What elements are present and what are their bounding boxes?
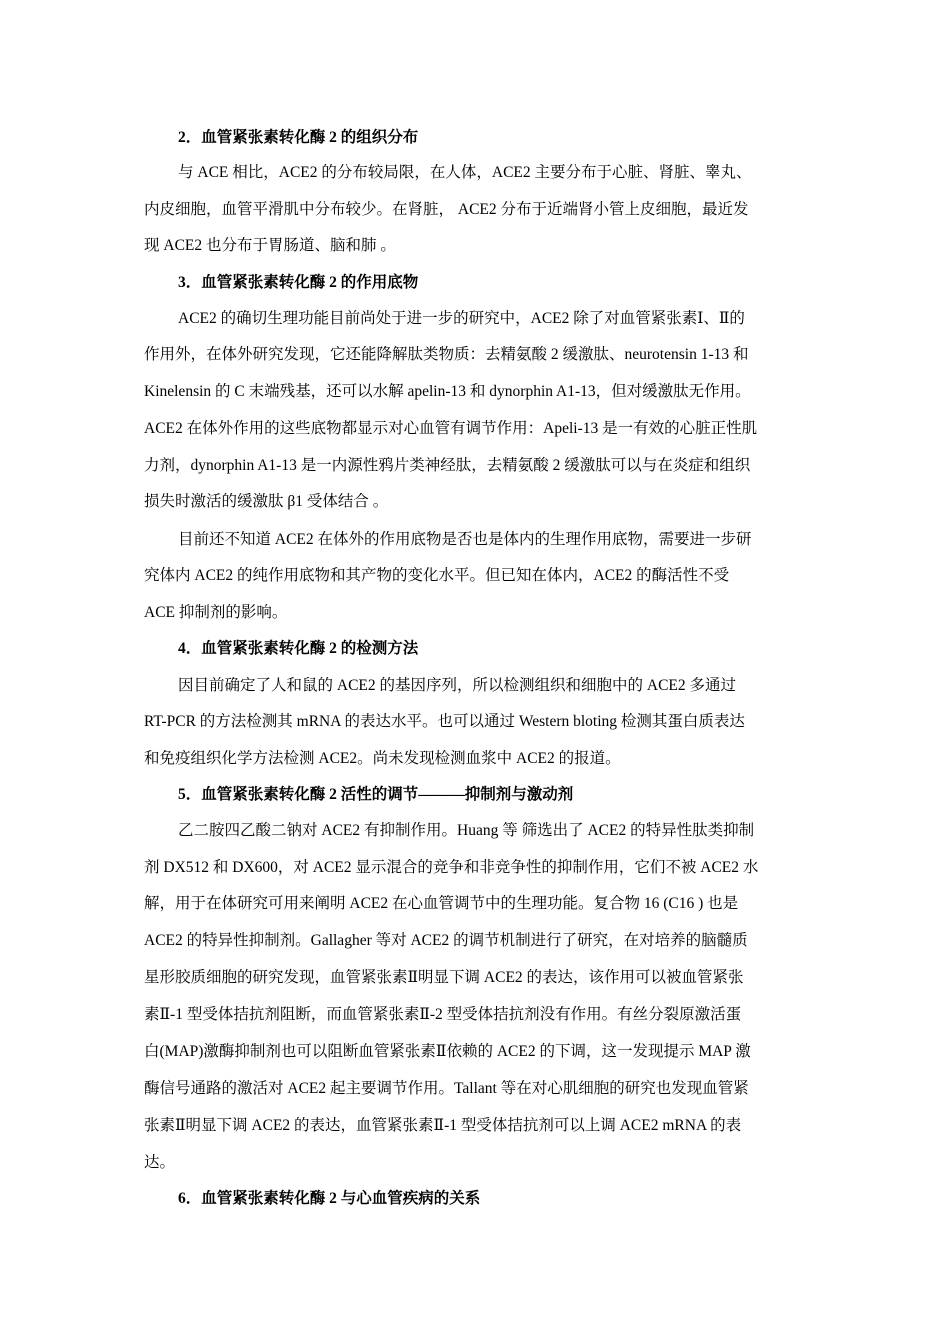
paragraph-line: 星形胶质细胞的研究发现，血管紧张素Ⅱ明显下调 ACE2 的表达，该作用可以被血管紧张 xyxy=(144,969,744,986)
paragraph-line: ACE 抑制剂的影响。 xyxy=(144,604,288,621)
paragraph-line: Kinelensin 的 C 末端残基，还可以水解 apelin-13 和 dynorphin A1-13，但对缓激肽无作用。 xyxy=(144,383,751,400)
section-heading-detection-methods: 4．血管紧张素转化酶 2 的检测方法 xyxy=(178,640,419,657)
paragraph-line: 剂 DX512 和 DX600，对 ACE2 显示混合的竞争和非竞争性的抑制作用，它们不被 ACE2 水 xyxy=(144,859,759,876)
paragraph-line: 酶信号通路的激活对 ACE2 起主要调节作用。Tallant 等在对心肌细胞的研究也发现血管紧 xyxy=(144,1080,749,1097)
paragraph-line: 因目前确定了人和鼠的 ACE2 的基因序列，所以检测组织和细胞中的 ACE2 多通过 xyxy=(178,677,737,694)
paragraph-line: ACE2 的确切生理功能目前尚处于进一步的研究中，ACE2 除了对血管紧张素Ⅰ、Ⅱ的 xyxy=(178,310,745,327)
paragraph-line: 解，用于在体研究可用来阐明 ACE2 在心血管调节中的生理功能。复合物 16 (C16 ) 也是 xyxy=(144,895,739,912)
paragraph-line: 力剂，dynorphin A1-13 是一内源性鸦片类神经肽，去精氨酸 2 缓激肽可以与在炎症和组织 xyxy=(144,457,751,474)
paragraph-line: 目前还不知道 ACE2 在体外的作用底物是否也是体内的生理作用底物，需要进一步研 xyxy=(178,531,752,548)
paragraph-line: 达。 xyxy=(144,1154,176,1171)
paragraph-line: 素Ⅱ-1 型受体拮抗剂阻断，而血管紧张素Ⅱ-2 型受体拮抗剂没有作用。有丝分裂原激活蛋 xyxy=(144,1006,742,1023)
section-heading-cardiovascular-disease: 6．血管紧张素转化酶 2 与心血管疾病的关系 xyxy=(178,1190,481,1207)
paragraph-line: 与 ACE 相比，ACE2 的分布较局限，在人体，ACE2 主要分布于心脏、肾脏、睾丸、 xyxy=(178,164,752,181)
paragraph-line: 作用外，在体外研究发现，它还能降解肽类物质：去精氨酸 2 缓激肽、neurotensin 1-13 和 xyxy=(144,346,749,363)
paragraph-line: ACE2 的特异性抑制剂。Gallagher 等对 ACE2 的调节机制进行了研究，在对培养的脑髓质 xyxy=(144,932,748,949)
paragraph-line: 损失时激活的缓激肽 β1 受体结合 。 xyxy=(144,493,389,510)
section-heading-tissue-distribution: 2．血管紧张素转化酶 2 的组织分布 xyxy=(178,129,419,146)
paragraph-line: 白(MAP)激酶抑制剂也可以阻断血管紧张素Ⅱ依赖的 ACE2 的下调，这一发现提示 MAP 激 xyxy=(144,1043,751,1060)
paragraph-line: 现 ACE2 也分布于胃肠道、脑和肺 。 xyxy=(144,237,396,254)
paragraph-line: 内皮细胞，血管平滑肌中分布较少。在肾脏， ACE2 分布于近端肾小管上皮细胞，最近发 xyxy=(144,201,749,218)
paragraph-line: ACE2 在体外作用的这些底物都显示对心血管有调节作用：Apeli-13 是一有效的心脏正性肌 xyxy=(144,420,758,437)
paragraph-line: 乙二胺四乙酸二钠对 ACE2 有抑制作用。Huang 等 筛选出了 ACE2 的特异性肽类抑制 xyxy=(178,822,755,839)
paragraph-line: 和免疫组织化学方法检测 ACE2。尚未发现检测血浆中 ACE2 的报道。 xyxy=(144,750,621,767)
paragraph-line: RT-PCR 的方法检测其 mRNA 的表达水平。也可以通过 Western bloting 检测其蛋白质表达 xyxy=(144,713,745,730)
section-heading-regulation: 5．血管紧张素转化酶 2 活性的调节———抑制剂与激动剂 xyxy=(178,786,574,803)
paragraph-line: 究体内 ACE2 的纯作用底物和其产物的变化水平。但已知在体内，ACE2 的酶活性不受 xyxy=(144,567,730,584)
paragraph-line: 张素Ⅱ明显下调 ACE2 的表达，血管紧张素Ⅱ-1 型受体拮抗剂可以上调 ACE2 mRNA 的表 xyxy=(144,1117,742,1134)
section-heading-substrates: 3．血管紧张素转化酶 2 的作用底物 xyxy=(178,274,419,291)
